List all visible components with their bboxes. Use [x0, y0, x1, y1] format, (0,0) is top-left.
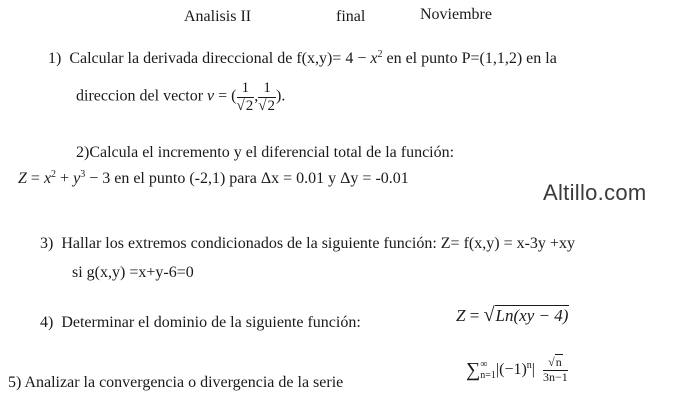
problem-1-comma: , [254, 87, 259, 105]
fraction-1-numerator: 1 [237, 80, 255, 98]
series-term-exp: n [526, 359, 532, 371]
problem-2-y: y [73, 170, 81, 187]
problem-1-exp: 2 [377, 49, 383, 60]
problem-2-plus: + [56, 170, 74, 187]
sqrt-icon: √ [258, 97, 267, 114]
problem-1-text: Calcular la derivada direccional de f(x,y)= 4 − [69, 50, 371, 67]
problem-1-number: 1) [48, 50, 62, 67]
problem-1-var-x: x [370, 50, 378, 67]
problem-2-line-1: 2)Calcula el incremento y el diferencial total de la función: [76, 144, 455, 161]
problem-2-x: x [43, 170, 52, 187]
problem-2-rest: en el punto (-2,1) para Δx = 0.01 y Δy = -0.01 [110, 170, 409, 187]
problem-1-vector-v: v [207, 87, 215, 105]
problem-5-series [466, 356, 568, 385]
problem-2-z: Z [18, 170, 27, 187]
exam-month: Noviembre [420, 6, 492, 23]
series-fraction-numerator: √n [543, 356, 568, 371]
fraction-2-denominator: √2 [258, 97, 275, 114]
problem-4-text: Determinar el dominio de la siguiente función: [61, 314, 361, 331]
course-title: Analisis II [184, 8, 252, 25]
series-fraction [543, 356, 568, 385]
problem-3-line-1 [40, 235, 575, 253]
problem-4-line [40, 314, 361, 332]
problem-3-number: 3) [40, 235, 54, 252]
problem-1-fraction-2 [258, 80, 276, 114]
watermark-logo: Altillo.com [543, 180, 647, 205]
problem-1-vector-text: direccion del vector [76, 87, 208, 105]
problem-1-line-1 [48, 50, 557, 68]
fraction-1-denominator: √2 [236, 97, 254, 114]
fraction-2-numerator: 1 [258, 80, 276, 98]
problem-2-eq: = [26, 170, 44, 187]
problem-2-minus: − 3 [85, 170, 111, 187]
series-bar: | [531, 360, 535, 378]
problem-4-formula [456, 304, 569, 327]
problem-1-line-2 [76, 80, 285, 114]
problem-2-x-exp: 2 [51, 169, 57, 180]
series-upper-limit: ∞ [480, 359, 488, 371]
sigma-icon: ∑ [466, 358, 481, 381]
problem-1-fraction-1 [237, 80, 255, 114]
problem-4-number: 4) [40, 314, 54, 331]
problem-3-text: Hallar los extremos condicionados de la siguiente función: Z= f(x,y) = x-3y +xy [61, 235, 575, 252]
sqrt-icon: √ [483, 304, 495, 326]
series-lower-limit: n=1 [480, 370, 496, 382]
problem-4-z: Z [456, 306, 466, 325]
sqrt-icon: √ [236, 97, 245, 114]
exam-type: final [336, 8, 366, 25]
series-limits [480, 359, 496, 381]
sqrt-icon: √ [548, 355, 555, 369]
problem-4-eq: = [465, 306, 484, 325]
series-term: |(−1) [495, 360, 527, 378]
problem-5-text: 5) Analizar la convergencia o divergencia de la serie [8, 374, 344, 391]
problem-4-radicand: Ln(xy − 4) [495, 306, 569, 325]
series-fraction-denominator: 3n−1 [543, 369, 568, 384]
problem-3-line-2: si g(x,y) =x+y-6=0 [72, 264, 194, 281]
problem-1-vector-eq: = ( [214, 87, 237, 105]
problem-2-line-2 [18, 170, 409, 188]
problem-2-y-exp: 3 [80, 169, 86, 180]
problem-1-close: ). [275, 87, 286, 105]
problem-1-text-rest: en el punto P=(1,1,2) en la [382, 50, 557, 67]
